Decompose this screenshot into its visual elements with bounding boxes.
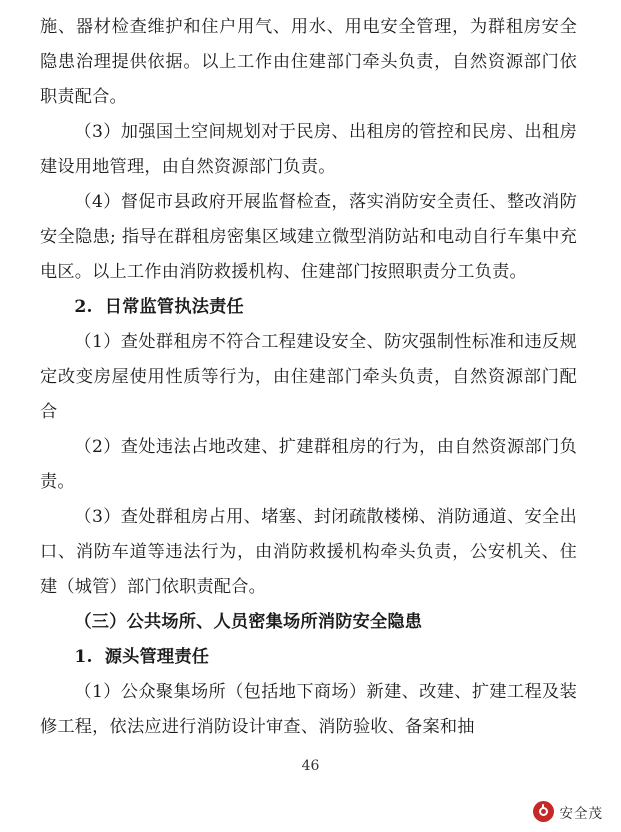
- page-number: 46: [301, 758, 320, 774]
- paragraph-item-4: （4）督促市县政府开展监督检查，落实消防安全责任、整改消防安全隐患; 指导在群租房密集区域建立微型消防站和电动自行车集中充电区。以上工作由消防救援机构、住建部门按照职责分工负责。: [40, 192, 577, 282]
- document-body: [40, 10, 577, 745]
- heading-daily-supervision: [40, 290, 577, 325]
- heading-label: 日常监管执法责任: [104, 297, 244, 317]
- brand-name: 安全茂: [559, 805, 603, 822]
- paragraph-item-3: （3）加强国土空间规划对于民房、出租房的管控和民房、出租房建设用地管理，由自然资源部门负责。: [40, 122, 577, 177]
- heading-source-management: [40, 640, 577, 675]
- paragraph-item-2-1: （1）查处群租房不符合工程建设安全、防灾强制性标准和违反规定改变房屋使用性质等行为，由住建部门牵头负责，自然资源部门配合: [40, 332, 577, 422]
- heading-label: 源头管理责任: [104, 647, 210, 667]
- paragraph-continuation: 施、器材检查维护和住户用气、用水、用电安全管理，为群租房安全隐患治理提供依据。以上工作由住建部门牵头负责，自然资源部门依职责配合。: [40, 17, 577, 107]
- heading-number: （三）: [74, 612, 127, 632]
- heading-number: 2.: [74, 297, 93, 317]
- safety-badge-icon: [533, 801, 554, 822]
- heading-label: 公共场所、人员密集场所消防安全隐患: [126, 612, 423, 632]
- heading-number: 1.: [74, 647, 93, 667]
- paragraph-item-2-2: （2）查处违法占地改建、扩建群租房的行为，由自然资源部门负责。: [40, 437, 577, 492]
- paragraph-item-3-1: （1）公众聚集场所（包括地下商场）新建、改建、扩建工程及装修工程，依法应进行消防设计审查、消防验收、备案和抽: [40, 682, 577, 737]
- footer-brand: [533, 801, 604, 822]
- heading-section-three: [40, 605, 577, 640]
- paragraph-item-2-3: （3）查处群租房占用、堵塞、封闭疏散楼梯、消防通道、安全出口、消防车道等违法行为，由消防救援机构牵头负责，公安机关、住建（城管）部门依职责配合。: [40, 507, 577, 597]
